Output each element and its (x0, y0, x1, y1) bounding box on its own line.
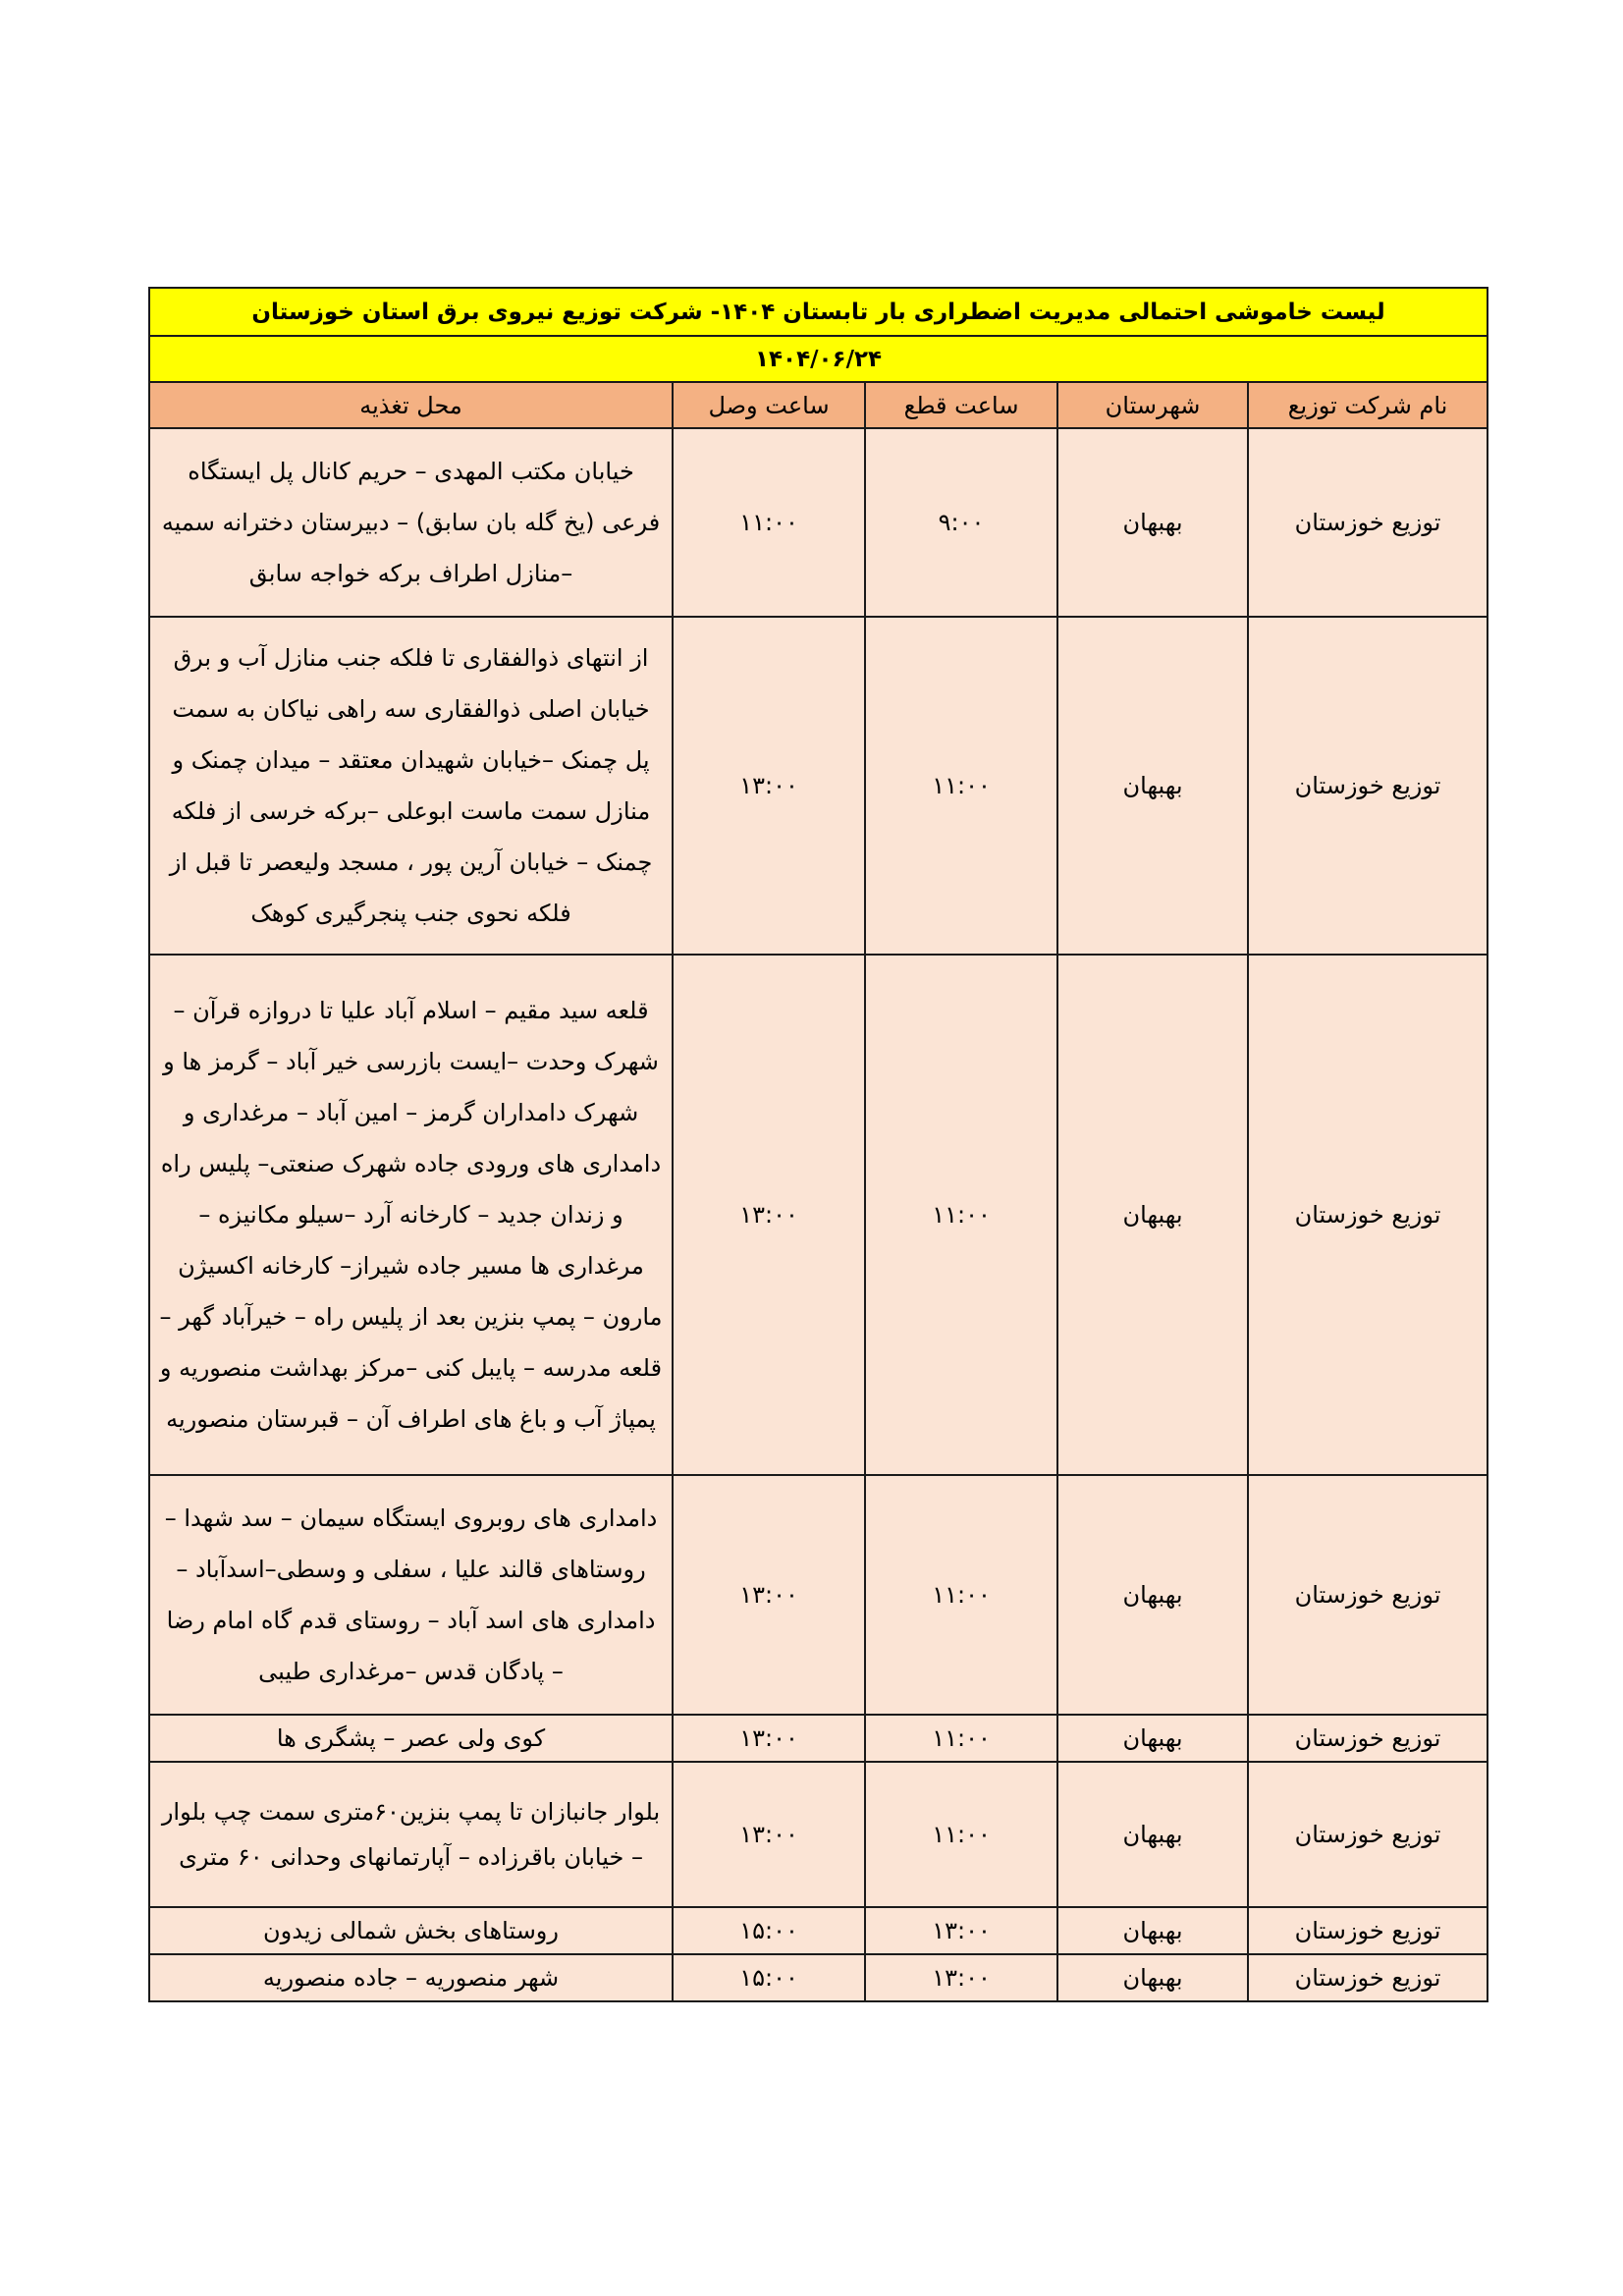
cell-connect-time: ۱۵:۰۰ (673, 1907, 865, 1954)
cell-cut-time: ۱۱:۰۰ (865, 617, 1057, 955)
cell-connect-time: ۱۳:۰۰ (673, 1762, 865, 1907)
cell-company: توزیع خوزستان (1248, 955, 1488, 1475)
table-row (149, 617, 1488, 955)
table-row (149, 1762, 1488, 1907)
outage-list-sheet (148, 287, 1487, 2002)
cell-company: توزیع خوزستان (1248, 1907, 1488, 1954)
cell-cut-time: ۱۳:۰۰ (865, 1954, 1057, 2001)
cell-cut-time: ۱۳:۰۰ (865, 1907, 1057, 1954)
table-row (149, 1954, 1488, 2001)
cell-city: بهبهان (1057, 955, 1248, 1475)
header-feed-location: محل تغذیه (149, 382, 673, 428)
cell-connect-time: ۱۳:۰۰ (673, 1715, 865, 1762)
cell-feed-location: کوی ولی عصر – پشگری ها (149, 1715, 673, 1762)
header-connect-time: ساعت وصل (673, 382, 865, 428)
cell-city: بهبهان (1057, 1762, 1248, 1907)
cell-connect-time: ۱۳:۰۰ (673, 1475, 865, 1715)
cell-connect-time: ۱۳:۰۰ (673, 617, 865, 955)
cell-feed-location: روستاهای بخش شمالی زیدون (149, 1907, 673, 1954)
cell-connect-time: ۱۱:۰۰ (673, 428, 865, 617)
cell-company: توزیع خوزستان (1248, 1715, 1488, 1762)
table-header-row (149, 382, 1488, 428)
cell-city: بهبهان (1057, 1475, 1248, 1715)
cell-city: بهبهان (1057, 1715, 1248, 1762)
cell-city: بهبهان (1057, 1954, 1248, 2001)
outage-table (148, 287, 1488, 2002)
cell-company: توزیع خوزستان (1248, 428, 1488, 617)
table-row (149, 955, 1488, 1475)
table-row (149, 1475, 1488, 1715)
document-date: ۱۴۰۴/۰۶/۲۴ (149, 336, 1488, 382)
table-row (149, 428, 1488, 617)
cell-cut-time: ۱۱:۰۰ (865, 1475, 1057, 1715)
cell-feed-location: قلعه سید مقیم – اسلام آباد علیا تا دروازه قرآن – شهرک وحدت –ایست بازرسی خیر آباد – گرمز ها و شهرک دامداران گرمز – امین آباد – مرغداری و دامداری های ورودی جاده شهرک صنعتی– پلیس راه و زندان جدید – کارخانه آرد –سیلو مکانیزه –مرغداری ها مسیر جاده شیراز– کارخانه اکسیژن مارون – پمپ بنزین بعد از پلیس راه – خیرآباد گهر – قلعه مدرسه – پایبل کنی –مرکز بهداشت منصوریه و پمپاژ آب و باغ های اطراف آن – قبرستان منصوریه (149, 955, 673, 1475)
cell-company: توزیع خوزستان (1248, 617, 1488, 955)
cell-city: بهبهان (1057, 617, 1248, 955)
cell-connect-time: ۱۳:۰۰ (673, 955, 865, 1475)
cell-cut-time: ۱۱:۰۰ (865, 1715, 1057, 1762)
cell-company: توزیع خوزستان (1248, 1954, 1488, 2001)
cell-cut-time: ۱۱:۰۰ (865, 1762, 1057, 1907)
document-title: لیست خاموشی احتمالی مدیریت اضطراری بار تابستان ۱۴۰۴- شرکت توزیع نیروی برق استان خوزستان (149, 288, 1488, 336)
cell-feed-location: شهر منصوریه – جاده منصوریه (149, 1954, 673, 2001)
header-city: شهرستان (1057, 382, 1248, 428)
header-cut-time: ساعت قطع (865, 382, 1057, 428)
cell-company: توزیع خوزستان (1248, 1475, 1488, 1715)
cell-city: بهبهان (1057, 1907, 1248, 1954)
date-row (149, 336, 1488, 382)
cell-feed-location: دامداری های روبروی ایستگاه سیمان – سد شهدا –روستاهای قالند علیا ، سفلی و وسطی–اسدآباد – دامداری های اسد آباد – روستای قدم گاه امام رضا – پادگان قدس –مرغداری طیبی (149, 1475, 673, 1715)
table-row (149, 1715, 1488, 1762)
cell-connect-time: ۱۵:۰۰ (673, 1954, 865, 2001)
cell-city: بهبهان (1057, 428, 1248, 617)
cell-cut-time: ۱۱:۰۰ (865, 955, 1057, 1475)
cell-feed-location: خیابان مکتب المهدی – حریم کانال پل ایستگاه فرعی (یخ گله بان سابق) – دبیرستان دخترانه سمیه –منازل اطراف برکه خواجه سابق (149, 428, 673, 617)
table-row (149, 1907, 1488, 1954)
cell-feed-location: از انتهای ذوالفقاری تا فلکه جنب منازل آب و برق خیابان اصلی ذوالفقاری سه راهی نیاکان به سمت پل چمنک –خیابان شهیدان معتقد – میدان چمنک و منازل سمت ماست ابوعلی –برکه خرسی از فلکه چمنک – خیابان آرین پور ، مسجد ولیعصر تا قبل از فلکه نحوی جنب پنجرگیری کوهک (149, 617, 673, 955)
cell-feed-location: بلوار جانبازان تا پمپ بنزین۶۰متری سمت چپ بلوار – خیابان باقرزاده – آپارتمانهای وحدانی ۶۰ متری (149, 1762, 673, 1907)
cell-cut-time: ۹:۰۰ (865, 428, 1057, 617)
header-company: نام شرکت توزیع (1248, 382, 1488, 428)
title-row (149, 288, 1488, 336)
cell-company: توزیع خوزستان (1248, 1762, 1488, 1907)
